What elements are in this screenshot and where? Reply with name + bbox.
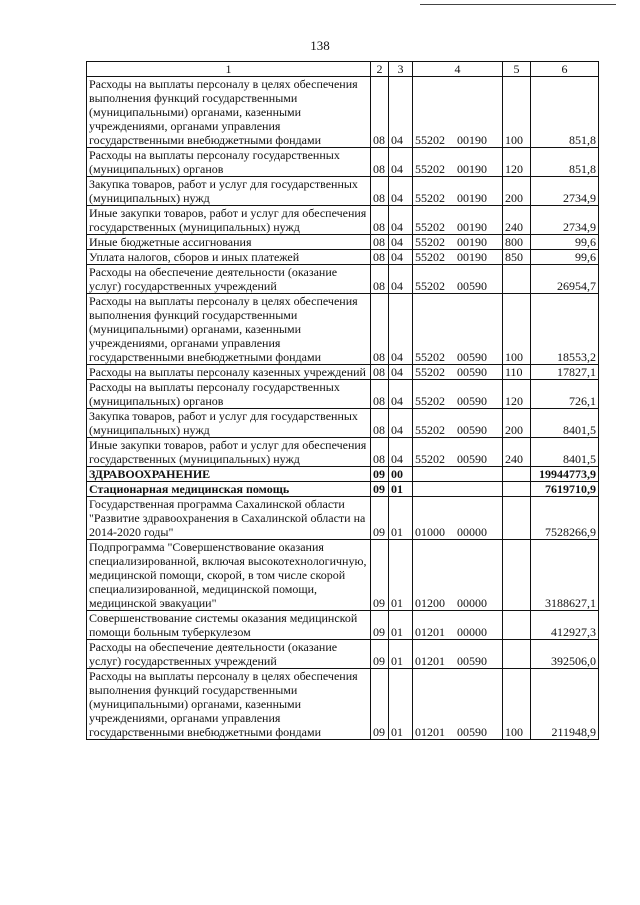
- row-expense-type: 200: [503, 177, 531, 206]
- row-subsection: 01: [389, 611, 413, 640]
- table-row: [87, 380, 599, 409]
- row-amount: 392506,0: [531, 640, 599, 669]
- row-name: Уплата налогов, сборов и иных платежей: [87, 250, 371, 265]
- table-row: [87, 611, 599, 640]
- row-amount: 99,6: [531, 235, 599, 250]
- row-section: 09: [371, 467, 389, 482]
- row-target-code: [413, 177, 503, 206]
- row-amount: 211948,9: [531, 669, 599, 740]
- table-row: [87, 438, 599, 467]
- row-target-code-direction: 00590: [457, 365, 487, 379]
- page-number: 138: [310, 38, 330, 53]
- row-section: 08: [371, 206, 389, 235]
- row-subsection: 01: [389, 497, 413, 540]
- row-expense-type: [503, 640, 531, 669]
- row-target-code-program: 55202: [415, 191, 445, 205]
- row-subsection: 04: [389, 294, 413, 365]
- row-target-code-direction: 00190: [457, 133, 487, 147]
- row-amount: 17827,1: [531, 365, 599, 380]
- header-col-4: 4: [413, 62, 503, 77]
- table-row: [87, 177, 599, 206]
- row-name: Государственная программа Сахалинской области "Развитие здравоохранения в Сахалинской области на 2014-2020 годы": [87, 497, 371, 540]
- header-col-6: 6: [531, 62, 599, 77]
- row-amount: 412927,3: [531, 611, 599, 640]
- table-row: [87, 77, 599, 148]
- table-row: [87, 482, 599, 497]
- table-row: [87, 365, 599, 380]
- row-target-code-direction: 00590: [457, 279, 487, 293]
- row-expense-type: 110: [503, 365, 531, 380]
- row-subsection: 04: [389, 438, 413, 467]
- row-target-code: [413, 669, 503, 740]
- row-target-code: [413, 497, 503, 540]
- table-row: [87, 265, 599, 294]
- header-col-5: 5: [503, 62, 531, 77]
- row-amount: 99,6: [531, 250, 599, 265]
- table-row: [87, 669, 599, 740]
- table-row: [87, 497, 599, 540]
- row-expense-type: 120: [503, 148, 531, 177]
- row-expense-type: 120: [503, 380, 531, 409]
- row-target-code-direction: 00590: [457, 394, 487, 408]
- row-name: Стационарная медицинская помощь: [87, 482, 371, 497]
- row-section: 08: [371, 265, 389, 294]
- row-target-code: [413, 265, 503, 294]
- row-subsection: 04: [389, 235, 413, 250]
- row-target-code-direction: 00590: [457, 350, 487, 364]
- header-col-1: 1: [87, 62, 371, 77]
- row-expense-type: [503, 540, 531, 611]
- row-section: 08: [371, 148, 389, 177]
- row-subsection: 01: [389, 540, 413, 611]
- row-target-code-direction: 00190: [457, 235, 487, 249]
- row-amount: 851,8: [531, 148, 599, 177]
- row-subsection: 04: [389, 380, 413, 409]
- row-expense-type: 850: [503, 250, 531, 265]
- row-target-code: [413, 235, 503, 250]
- row-target-code: [413, 250, 503, 265]
- row-name: ЗДРАВООХРАНЕНИЕ: [87, 467, 371, 482]
- row-target-code-direction: 00590: [457, 423, 487, 437]
- row-section: 08: [371, 365, 389, 380]
- row-target-code: [413, 148, 503, 177]
- table-row: [87, 409, 599, 438]
- row-target-code-direction: 00000: [457, 625, 487, 639]
- row-expense-type: 100: [503, 669, 531, 740]
- table-row: [87, 206, 599, 235]
- row-target-code: [413, 409, 503, 438]
- row-target-code: [413, 611, 503, 640]
- row-subsection: 04: [389, 265, 413, 294]
- row-target-code-program: 55202: [415, 423, 445, 437]
- row-target-code-program: 55202: [415, 350, 445, 364]
- row-target-code-direction: 00190: [457, 162, 487, 176]
- row-name: Иные бюджетные ассигнования: [87, 235, 371, 250]
- table-row: [87, 148, 599, 177]
- row-name: Расходы на выплаты персоналу в целях обеспечения выполнения функций государственными (муниципальными) органами, казенными учреждениями, органами управления государственными внебюджетными фондами: [87, 77, 371, 148]
- row-section: 08: [371, 294, 389, 365]
- row-name: Подпрограмма "Совершенствование оказания специализированной, включая высокотехнологичную, медицинской помощи, скорой, в том числе скорой специализированной, медицинской помощи, медицинской эвакуации": [87, 540, 371, 611]
- row-expense-type: 240: [503, 206, 531, 235]
- row-target-code-program: 55202: [415, 133, 445, 147]
- row-amount: 8401,5: [531, 409, 599, 438]
- row-expense-type: 800: [503, 235, 531, 250]
- row-subsection: 04: [389, 409, 413, 438]
- row-expense-type: [503, 611, 531, 640]
- header-col-2: 2: [371, 62, 389, 77]
- row-subsection: 01: [389, 669, 413, 740]
- row-target-code-program: 55202: [415, 365, 445, 379]
- row-expense-type: [503, 467, 531, 482]
- row-section: 09: [371, 669, 389, 740]
- row-name: Расходы на обеспечение деятельности (оказание услуг) государственных учреждений: [87, 265, 371, 294]
- row-target-code-direction: 00000: [457, 525, 487, 539]
- row-section: 09: [371, 640, 389, 669]
- row-target-code: [413, 482, 503, 497]
- row-amount: 7528266,9: [531, 497, 599, 540]
- row-target-code-program: 55202: [415, 162, 445, 176]
- row-section: 08: [371, 77, 389, 148]
- row-subsection: 01: [389, 482, 413, 497]
- row-name: Закупка товаров, работ и услуг для государственных (муниципальных) нужд: [87, 177, 371, 206]
- row-target-code: [413, 380, 503, 409]
- row-name: Иные закупки товаров, работ и услуг для обеспечения государственных (муниципальных) нужд: [87, 438, 371, 467]
- row-subsection: 00: [389, 467, 413, 482]
- row-name: Иные закупки товаров, работ и услуг для обеспечения государственных (муниципальных) нужд: [87, 206, 371, 235]
- row-section: 09: [371, 497, 389, 540]
- row-amount: 2734,9: [531, 177, 599, 206]
- row-target-code: [413, 206, 503, 235]
- row-target-code-program: 01201: [415, 654, 445, 668]
- row-target-code-direction: 00590: [457, 725, 487, 739]
- row-target-code-program: 55202: [415, 220, 445, 234]
- row-amount: 726,1: [531, 380, 599, 409]
- row-name: Расходы на выплаты персоналу в целях обеспечения выполнения функций государственными (муниципальными) органами, казенными учреждениями, органами управления государственными внебюджетными фондами: [87, 294, 371, 365]
- table-row: [87, 250, 599, 265]
- row-amount: 8401,5: [531, 438, 599, 467]
- row-subsection: 04: [389, 206, 413, 235]
- row-section: 09: [371, 611, 389, 640]
- row-subsection: 04: [389, 77, 413, 148]
- row-target-code-direction: 00000: [457, 596, 487, 610]
- header-col-3: 3: [389, 62, 413, 77]
- row-target-code: [413, 77, 503, 148]
- row-subsection: 04: [389, 148, 413, 177]
- row-subsection: 01: [389, 640, 413, 669]
- row-target-code: [413, 294, 503, 365]
- row-target-code-program: 01000: [415, 525, 445, 539]
- row-target-code-program: 55202: [415, 235, 445, 249]
- row-target-code-program: 55202: [415, 394, 445, 408]
- table-row: [87, 235, 599, 250]
- row-amount: 26954,7: [531, 265, 599, 294]
- row-target-code-program: 01200: [415, 596, 445, 610]
- row-section: 08: [371, 177, 389, 206]
- row-target-code-program: 55202: [415, 279, 445, 293]
- row-target-code-program: 01201: [415, 725, 445, 739]
- budget-table: [86, 61, 599, 740]
- row-amount: 3188627,1: [531, 540, 599, 611]
- row-section: 09: [371, 540, 389, 611]
- row-expense-type: 240: [503, 438, 531, 467]
- table-row: [87, 467, 599, 482]
- row-subsection: 04: [389, 250, 413, 265]
- row-target-code-program: 55202: [415, 250, 445, 264]
- row-name: Расходы на обеспечение деятельности (оказание услуг) государственных учреждений: [87, 640, 371, 669]
- row-name: Закупка товаров, работ и услуг для государственных (муниципальных) нужд: [87, 409, 371, 438]
- row-expense-type: [503, 482, 531, 497]
- row-target-code: [413, 467, 503, 482]
- row-subsection: 04: [389, 177, 413, 206]
- header-row: [87, 62, 599, 77]
- table-body: [87, 77, 599, 740]
- row-name: Расходы на выплаты персоналу в целях обеспечения выполнения функций государственными (муниципальными) органами, казенными учреждениями, органами управления государственными внебюджетными фондами: [87, 669, 371, 740]
- row-target-code-direction: 00590: [457, 654, 487, 668]
- row-name: Расходы на выплаты персоналу казенных учреждений: [87, 365, 371, 380]
- row-expense-type: [503, 265, 531, 294]
- row-section: 08: [371, 438, 389, 467]
- row-target-code: [413, 640, 503, 669]
- row-section: 09: [371, 482, 389, 497]
- row-expense-type: 100: [503, 77, 531, 148]
- row-name: Совершенствование системы оказания медицинской помощи больным туберкулезом: [87, 611, 371, 640]
- row-target-code-direction: 00590: [457, 452, 487, 466]
- row-amount: 7619710,9: [531, 482, 599, 497]
- row-target-code: [413, 365, 503, 380]
- row-target-code-direction: 00190: [457, 250, 487, 264]
- row-expense-type: [503, 497, 531, 540]
- table-row: [87, 540, 599, 611]
- top-rule: [420, 4, 616, 5]
- table-row: [87, 294, 599, 365]
- row-target-code-direction: 00190: [457, 220, 487, 234]
- row-target-code: [413, 540, 503, 611]
- row-expense-type: 100: [503, 294, 531, 365]
- row-subsection: 04: [389, 365, 413, 380]
- row-target-code: [413, 438, 503, 467]
- row-section: 08: [371, 235, 389, 250]
- row-target-code-program: 01201: [415, 625, 445, 639]
- row-amount: 18553,2: [531, 294, 599, 365]
- row-amount: 851,8: [531, 77, 599, 148]
- row-target-code-direction: 00190: [457, 191, 487, 205]
- row-section: 08: [371, 380, 389, 409]
- row-amount: 19944773,9: [531, 467, 599, 482]
- row-section: 08: [371, 409, 389, 438]
- row-expense-type: 200: [503, 409, 531, 438]
- table-row: [87, 640, 599, 669]
- row-amount: 2734,9: [531, 206, 599, 235]
- row-name: Расходы на выплаты персоналу государственных (муниципальных) органов: [87, 148, 371, 177]
- row-target-code-program: 55202: [415, 452, 445, 466]
- row-name: Расходы на выплаты персоналу государственных (муниципальных) органов: [87, 380, 371, 409]
- row-section: 08: [371, 250, 389, 265]
